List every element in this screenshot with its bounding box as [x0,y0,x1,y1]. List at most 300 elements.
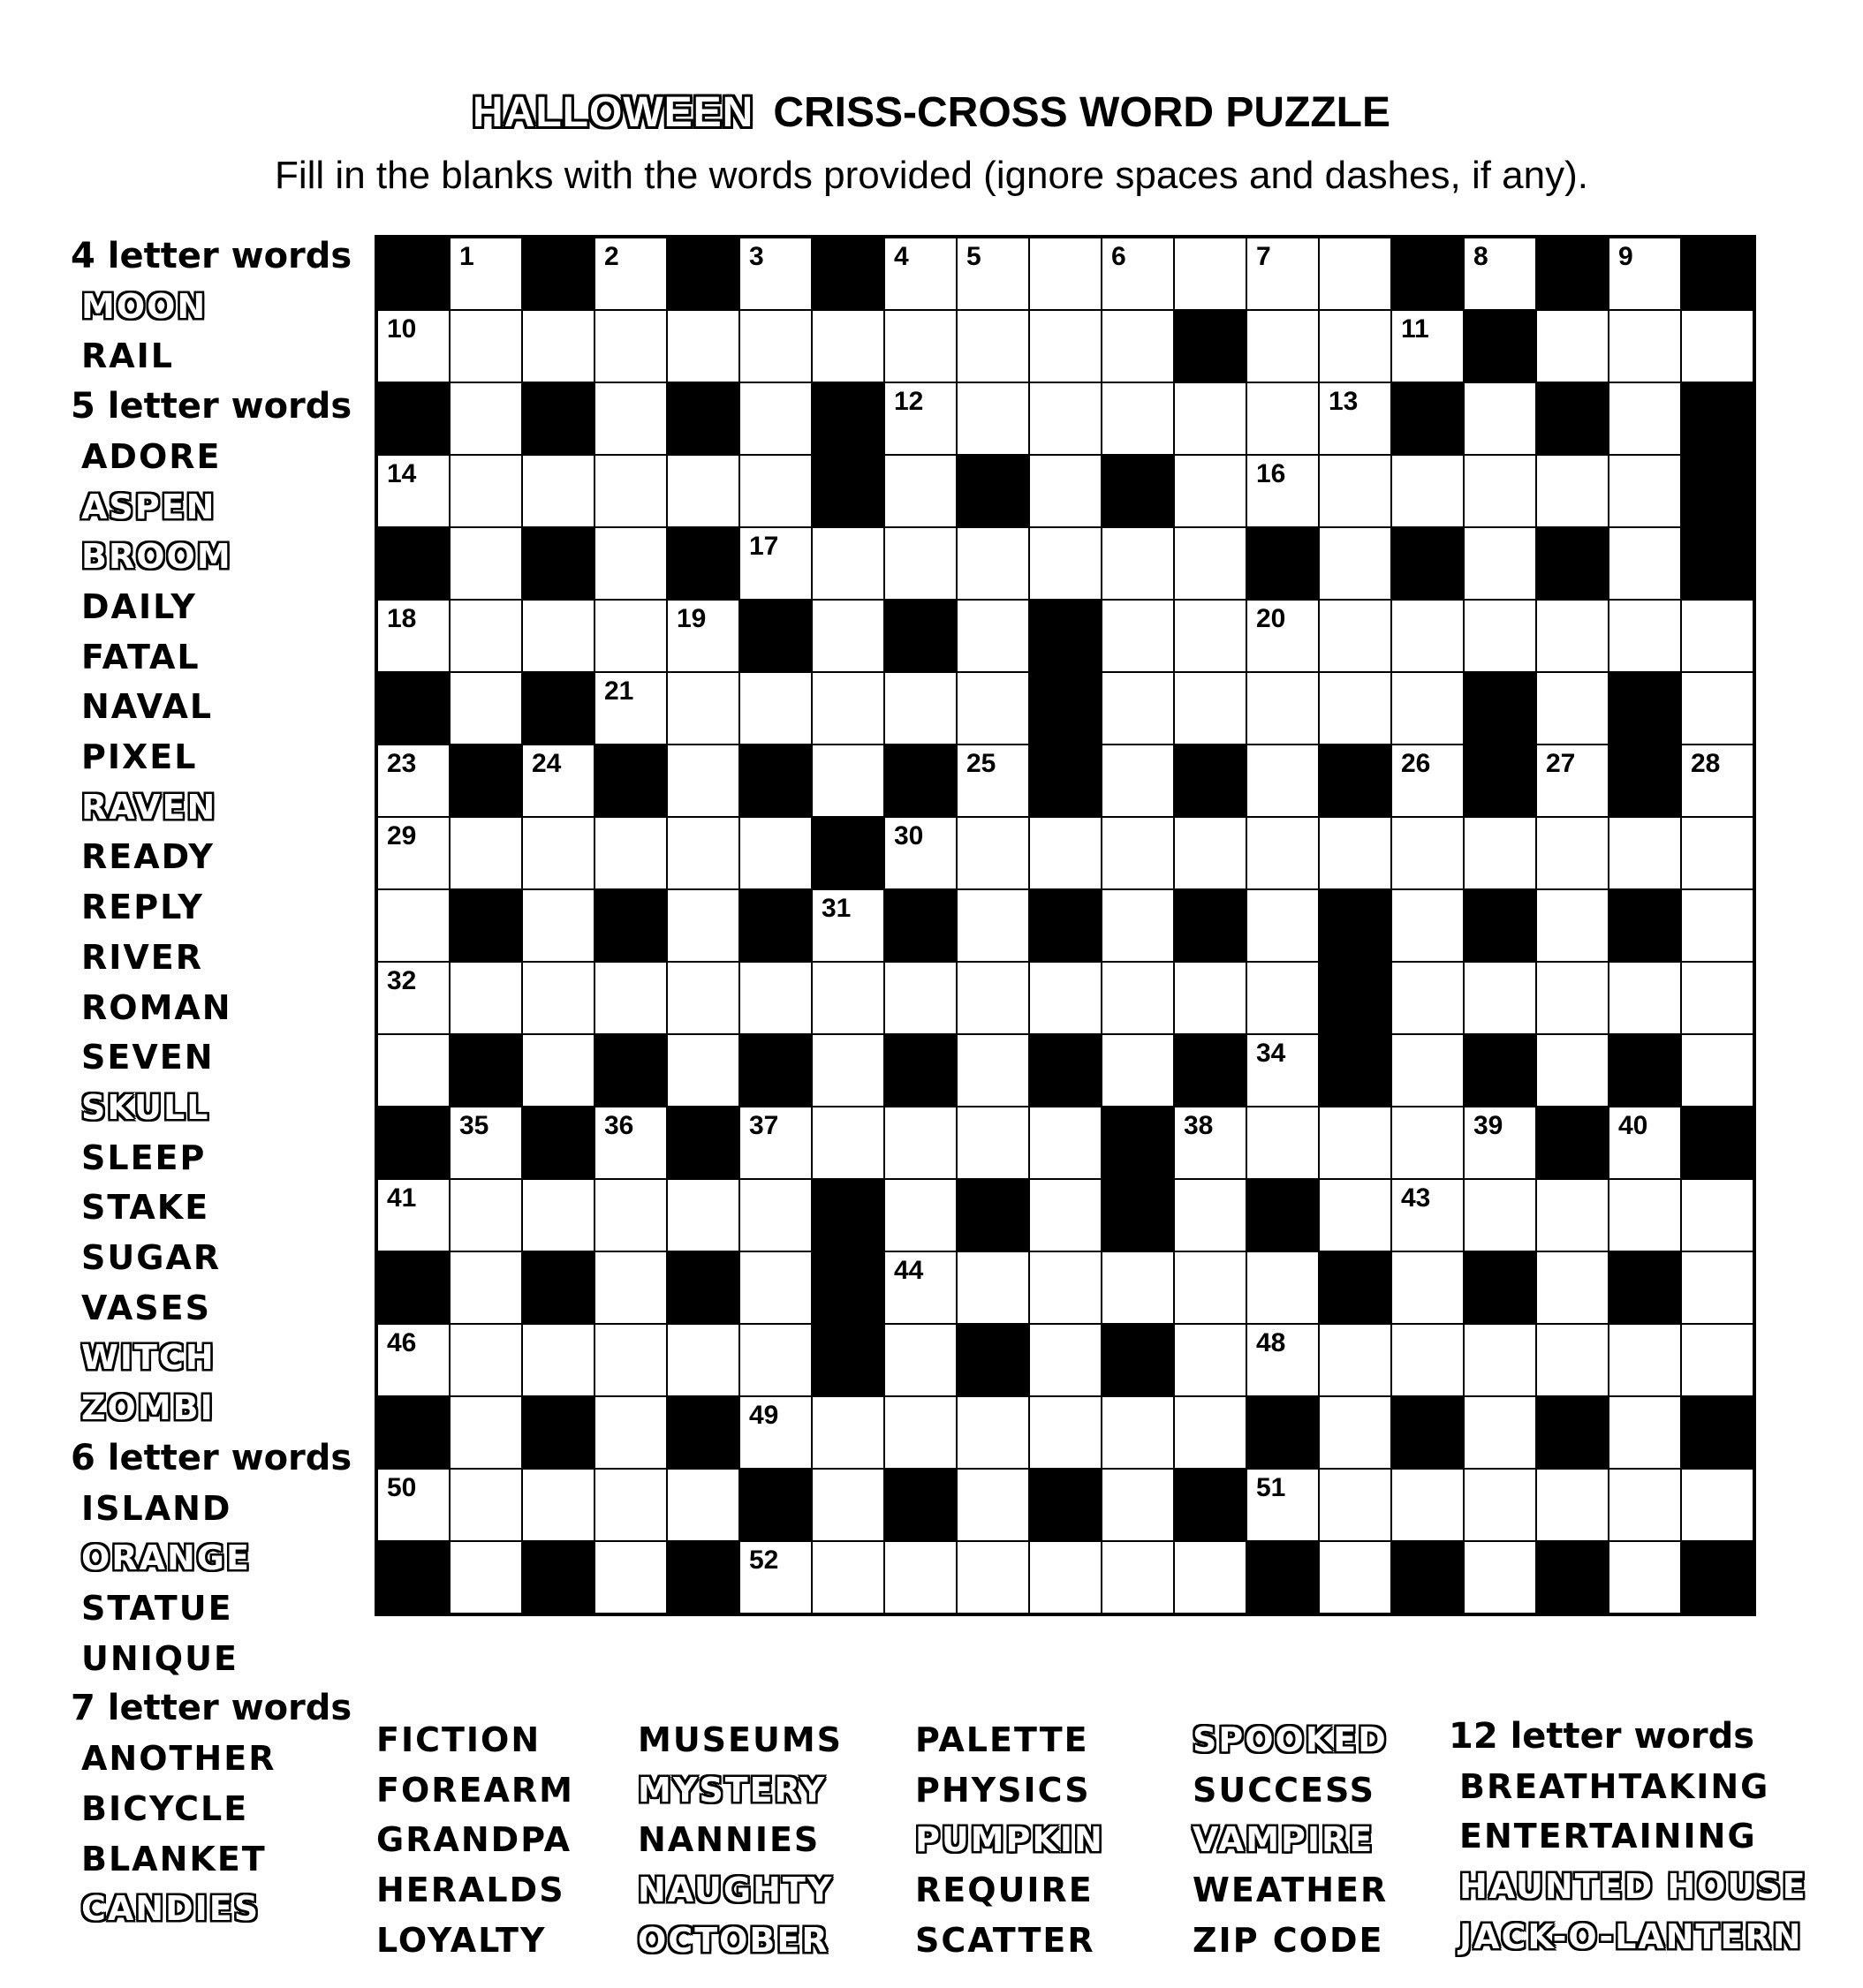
black-square [450,1034,522,1107]
answer-cell[interactable] [1536,817,1609,889]
answer-cell[interactable] [1319,382,1391,455]
answer-cell[interactable] [1609,1107,1681,1179]
answer-cell[interactable] [1464,527,1536,600]
answer-cell[interactable] [667,817,739,889]
black-square [739,745,812,817]
answer-cell[interactable] [1536,962,1609,1034]
answer-cell[interactable] [377,310,450,382]
answer-cell[interactable] [377,962,450,1034]
answer-cell[interactable] [957,817,1029,889]
answer-cell[interactable] [667,1324,739,1396]
answer-cell[interactable] [1681,745,1753,817]
answer-cell[interactable] [812,1541,884,1614]
answer-cell[interactable] [1246,817,1319,889]
answer-cell[interactable] [1681,817,1753,889]
answer-cell[interactable] [450,382,522,455]
answer-cell[interactable] [1536,889,1609,962]
answer-cell[interactable] [1681,1179,1753,1251]
answer-cell[interactable] [1391,889,1464,962]
answer-cell[interactable] [522,889,594,962]
answer-cell[interactable] [377,889,450,962]
answer-cell[interactable] [812,889,884,962]
clue-number: 40 [1618,1111,1648,1140]
black-square [1536,527,1609,600]
answer-cell[interactable] [957,1469,1029,1541]
answer-cell[interactable] [594,455,667,527]
answer-cell[interactable] [1246,455,1319,527]
answer-cell[interactable] [957,600,1029,672]
answer-cell[interactable] [667,310,739,382]
answer-cell[interactable] [1391,1251,1464,1324]
answer-cell[interactable] [667,1034,739,1107]
answer-cell[interactable] [1246,310,1319,382]
answer-cell[interactable] [1609,238,1681,310]
answer-cell[interactable] [594,672,667,745]
answer-cell[interactable] [594,1107,667,1179]
answer-cell[interactable] [812,962,884,1034]
answer-cell[interactable] [1102,527,1174,600]
answer-cell[interactable] [1246,382,1319,455]
answer-cell[interactable] [1029,1541,1102,1614]
answer-cell[interactable] [957,1251,1029,1324]
answer-cell[interactable] [450,1396,522,1469]
answer-cell[interactable] [1174,1107,1246,1179]
answer-cell[interactable] [1681,1324,1753,1396]
answer-cell[interactable] [739,1324,812,1396]
answer-cell[interactable] [667,745,739,817]
answer-cell[interactable] [957,889,1029,962]
answer-cell[interactable] [1464,1324,1536,1396]
answer-cell[interactable] [1102,1396,1174,1469]
answer-cell[interactable] [450,455,522,527]
answer-cell[interactable] [594,1179,667,1251]
answer-cell[interactable] [1536,455,1609,527]
answer-cell[interactable] [1174,382,1246,455]
answer-cell[interactable] [1391,962,1464,1034]
answer-cell[interactable] [1609,1324,1681,1396]
answer-cell[interactable] [1536,600,1609,672]
answer-cell[interactable] [1029,1251,1102,1324]
answer-cell[interactable] [1029,1107,1102,1179]
clue-number: 2 [604,242,619,271]
answer-cell[interactable] [1029,382,1102,455]
answer-cell[interactable] [1536,1324,1609,1396]
answer-cell[interactable] [1319,1396,1391,1469]
answer-cell[interactable] [957,1034,1029,1107]
answer-cell[interactable] [739,1396,812,1469]
answer-cell[interactable] [450,1251,522,1324]
word-list-item: ENTERTAINING [1459,1817,1757,1856]
answer-cell[interactable] [1681,1251,1753,1324]
answer-cell[interactable] [667,962,739,1034]
answer-cell[interactable] [1609,817,1681,889]
answer-cell[interactable] [1681,889,1753,962]
black-square [1391,527,1464,600]
black-square [812,1251,884,1324]
answer-cell[interactable] [1536,1469,1609,1541]
answer-cell[interactable] [1464,455,1536,527]
answer-cell[interactable] [1029,1324,1102,1396]
answer-cell[interactable] [594,382,667,455]
answer-cell[interactable] [1464,600,1536,672]
answer-cell[interactable] [1102,672,1174,745]
answer-cell[interactable] [594,1396,667,1469]
answer-cell[interactable] [884,455,957,527]
answer-cell[interactable] [1391,1179,1464,1251]
answer-cell[interactable] [522,310,594,382]
answer-cell[interactable] [522,745,594,817]
black-square [1174,1034,1246,1107]
answer-cell[interactable] [1319,1541,1391,1614]
answer-cell[interactable] [450,1107,522,1179]
answer-cell[interactable] [1464,1396,1536,1469]
answer-cell[interactable] [1464,817,1536,889]
clue-number: 37 [749,1111,779,1140]
answer-cell[interactable] [522,1179,594,1251]
answer-cell[interactable] [1174,600,1246,672]
answer-cell[interactable] [957,1541,1029,1614]
answer-cell[interactable] [450,1324,522,1396]
answer-cell[interactable] [1319,1469,1391,1541]
answer-cell[interactable] [812,1396,884,1469]
answer-cell[interactable] [1391,310,1464,382]
clue-number: 24 [532,749,562,778]
answer-cell[interactable] [1391,817,1464,889]
answer-cell[interactable] [594,527,667,600]
answer-cell[interactable] [377,1324,450,1396]
answer-cell[interactable] [1246,1469,1319,1541]
answer-cell[interactable] [739,238,812,310]
answer-cell[interactable] [1319,527,1391,600]
answer-cell[interactable] [1246,1251,1319,1324]
answer-cell[interactable] [739,310,812,382]
answer-cell[interactable] [522,600,594,672]
answer-cell[interactable] [1464,1179,1536,1251]
answer-cell[interactable] [1319,310,1391,382]
answer-cell[interactable] [1102,817,1174,889]
answer-cell[interactable] [957,527,1029,600]
answer-cell[interactable] [450,817,522,889]
black-square [1174,1469,1246,1541]
answer-cell[interactable] [450,527,522,600]
word-list-item: HAUNTED HOUSE [1459,1867,1807,1907]
answer-cell[interactable] [1609,1179,1681,1251]
answer-cell[interactable] [812,672,884,745]
answer-cell[interactable] [957,382,1029,455]
answer-cell[interactable] [1029,310,1102,382]
answer-cell[interactable] [957,1396,1029,1469]
answer-cell[interactable] [450,1179,522,1251]
answer-cell[interactable] [884,1179,957,1251]
answer-cell[interactable] [1609,1396,1681,1469]
answer-cell[interactable] [522,817,594,889]
answer-cell[interactable] [594,817,667,889]
answer-cell[interactable] [450,600,522,672]
answer-cell[interactable] [1102,1251,1174,1324]
word-length-heading: 7 letter words [71,1688,352,1729]
answer-cell[interactable] [594,962,667,1034]
answer-cell[interactable] [594,310,667,382]
word-list-item: BLANKET [81,1839,267,1878]
answer-cell[interactable] [812,527,884,600]
word-list-item: STATUE [81,1588,233,1628]
answer-cell[interactable] [1174,817,1246,889]
answer-cell[interactable] [1246,1324,1319,1396]
answer-cell[interactable] [1681,310,1753,382]
answer-cell[interactable] [450,238,522,310]
answer-cell[interactable] [884,817,957,889]
answer-cell[interactable] [1464,962,1536,1034]
answer-cell[interactable] [1464,238,1536,310]
black-square [667,382,739,455]
answer-cell[interactable] [1174,238,1246,310]
answer-cell[interactable] [450,672,522,745]
answer-cell[interactable] [377,817,450,889]
answer-cell[interactable] [1681,672,1753,745]
answer-cell[interactable] [1609,455,1681,527]
clue-number: 31 [822,894,852,923]
answer-cell[interactable] [1391,1107,1464,1179]
answer-cell[interactable] [1174,1541,1246,1614]
answer-cell[interactable] [739,817,812,889]
answer-cell[interactable] [450,1541,522,1614]
answer-cell[interactable] [957,238,1029,310]
answer-cell[interactable] [667,889,739,962]
answer-cell[interactable] [1464,382,1536,455]
answer-cell[interactable] [957,745,1029,817]
answer-cell[interactable] [1681,1034,1753,1107]
answer-cell[interactable] [812,1469,884,1541]
answer-cell[interactable] [1102,310,1174,382]
answer-cell[interactable] [667,600,739,672]
word-length-heading: 6 letter words [71,1437,352,1478]
answer-cell[interactable] [1029,1396,1102,1469]
answer-cell[interactable] [1029,1179,1102,1251]
word-list-item: RIVER [81,937,204,977]
answer-cell[interactable] [1029,817,1102,889]
answer-cell[interactable] [884,1107,957,1179]
answer-cell[interactable] [1391,745,1464,817]
answer-cell[interactable] [1319,672,1391,745]
answer-cell[interactable] [1391,1469,1464,1541]
answer-cell[interactable] [377,1034,450,1107]
answer-cell[interactable] [594,1251,667,1324]
answer-cell[interactable] [1464,1107,1536,1179]
answer-cell[interactable] [377,600,450,672]
answer-cell[interactable] [812,1034,884,1107]
answer-cell[interactable] [812,600,884,672]
word-length-heading: 5 letter words [71,386,352,427]
answer-cell[interactable] [1391,600,1464,672]
answer-cell[interactable] [1174,1324,1246,1396]
answer-cell[interactable] [884,310,957,382]
word-list-item: FATAL [81,637,201,677]
answer-cell[interactable] [1246,600,1319,672]
answer-cell[interactable] [1029,962,1102,1034]
black-square [1174,310,1246,382]
answer-cell[interactable] [1536,1179,1609,1251]
word-list-item: NAUGHTY [638,1871,834,1910]
answer-cell[interactable] [1464,1541,1536,1614]
answer-cell[interactable] [739,527,812,600]
answer-cell[interactable] [1174,962,1246,1034]
answer-cell[interactable] [884,1541,957,1614]
answer-cell[interactable] [957,1107,1029,1179]
answer-cell[interactable] [1319,455,1391,527]
answer-cell[interactable] [739,455,812,527]
answer-cell[interactable] [1102,1541,1174,1614]
answer-cell[interactable] [1319,238,1391,310]
answer-cell[interactable] [739,672,812,745]
word-list-item: BICYCLE [81,1788,249,1828]
answer-cell[interactable] [594,1324,667,1396]
answer-cell[interactable] [1536,1251,1609,1324]
answer-cell[interactable] [1319,600,1391,672]
answer-cell[interactable] [1536,1034,1609,1107]
answer-cell[interactable] [1609,600,1681,672]
answer-cell[interactable] [884,962,957,1034]
answer-cell[interactable] [957,310,1029,382]
answer-cell[interactable] [1174,527,1246,600]
answer-cell[interactable] [450,962,522,1034]
answer-cell[interactable] [1246,962,1319,1034]
answer-cell[interactable] [450,1469,522,1541]
answer-cell[interactable] [377,745,450,817]
clue-number: 34 [1256,1039,1286,1068]
answer-cell[interactable] [1102,889,1174,962]
answer-cell[interactable] [884,1324,957,1396]
answer-cell[interactable] [1174,672,1246,745]
answer-cell[interactable] [1391,1324,1464,1396]
answer-cell[interactable] [739,1251,812,1324]
answer-cell[interactable] [1029,238,1102,310]
answer-cell[interactable] [1029,455,1102,527]
answer-cell[interactable] [884,238,957,310]
answer-cell[interactable] [884,1251,957,1324]
answer-cell[interactable] [1319,1324,1391,1396]
answer-cell[interactable] [1102,600,1174,672]
clue-number: 25 [966,749,996,778]
answer-cell[interactable] [1681,962,1753,1034]
answer-cell[interactable] [739,1107,812,1179]
answer-cell[interactable] [1102,745,1174,817]
answer-cell[interactable] [1391,1034,1464,1107]
black-square [1681,527,1753,600]
answer-cell[interactable] [377,1179,450,1251]
answer-cell[interactable] [884,672,957,745]
answer-cell[interactable] [1246,745,1319,817]
clue-number: 14 [387,459,417,488]
answer-cell[interactable] [1536,310,1609,382]
answer-cell[interactable] [1319,1107,1391,1179]
answer-cell[interactable] [812,745,884,817]
answer-cell[interactable] [1319,817,1391,889]
answer-cell[interactable] [1102,962,1174,1034]
black-square [377,527,450,600]
answer-cell[interactable] [739,1179,812,1251]
answer-cell[interactable] [1609,1469,1681,1541]
answer-cell[interactable] [1174,1396,1246,1469]
clue-number: 28 [1691,749,1721,778]
answer-cell[interactable] [594,600,667,672]
answer-cell[interactable] [1609,1541,1681,1614]
answer-cell[interactable] [884,527,957,600]
answer-cell[interactable] [957,962,1029,1034]
answer-cell[interactable] [1536,672,1609,745]
answer-cell[interactable] [1609,527,1681,600]
answer-cell[interactable] [522,1034,594,1107]
answer-cell[interactable] [957,672,1029,745]
answer-cell[interactable] [377,455,450,527]
black-square [522,238,594,310]
answer-cell[interactable] [1464,1469,1536,1541]
answer-cell[interactable] [1391,672,1464,745]
answer-cell[interactable] [1609,382,1681,455]
clue-number: 7 [1256,242,1271,271]
answer-cell[interactable] [812,1107,884,1179]
answer-cell[interactable] [739,1541,812,1614]
answer-cell[interactable] [884,382,957,455]
answer-cell[interactable] [1246,889,1319,962]
answer-cell[interactable] [522,1469,594,1541]
answer-cell[interactable] [594,238,667,310]
answer-cell[interactable] [1681,1469,1753,1541]
answer-cell[interactable] [667,1179,739,1251]
answer-cell[interactable] [1174,1179,1246,1251]
word-list-item: LOYALTY [376,1920,547,1960]
answer-cell[interactable] [1246,672,1319,745]
answer-cell[interactable] [1174,455,1246,527]
black-square [1464,1251,1536,1324]
answer-cell[interactable] [1102,382,1174,455]
answer-cell[interactable] [1102,238,1174,310]
answer-cell[interactable] [594,1541,667,1614]
answer-cell[interactable] [667,672,739,745]
word-list-column-1 [71,231,352,1934]
answer-cell[interactable] [812,310,884,382]
answer-cell[interactable] [739,382,812,455]
answer-cell[interactable] [1246,1034,1319,1107]
answer-cell[interactable] [594,1469,667,1541]
answer-cell[interactable] [1174,1251,1246,1324]
answer-cell[interactable] [667,1469,739,1541]
answer-cell[interactable] [522,455,594,527]
answer-cell[interactable] [450,310,522,382]
answer-cell[interactable] [1609,310,1681,382]
answer-cell[interactable] [1319,1179,1391,1251]
black-square [450,745,522,817]
answer-cell[interactable] [1536,745,1609,817]
answer-cell[interactable] [667,455,739,527]
answer-cell[interactable] [1391,455,1464,527]
answer-cell[interactable] [522,1324,594,1396]
answer-cell[interactable] [522,962,594,1034]
black-square [957,1179,1029,1251]
answer-cell[interactable] [1246,1107,1319,1179]
answer-cell[interactable] [377,1469,450,1541]
answer-cell[interactable] [1681,600,1753,672]
black-square [522,1396,594,1469]
answer-cell[interactable] [739,962,812,1034]
answer-cell[interactable] [1102,1034,1174,1107]
black-square [812,817,884,889]
answer-cell[interactable] [1246,238,1319,310]
answer-cell[interactable] [1609,962,1681,1034]
answer-cell[interactable] [1102,1469,1174,1541]
answer-cell[interactable] [884,1396,957,1469]
answer-cell[interactable] [1029,527,1102,600]
black-square [450,889,522,962]
